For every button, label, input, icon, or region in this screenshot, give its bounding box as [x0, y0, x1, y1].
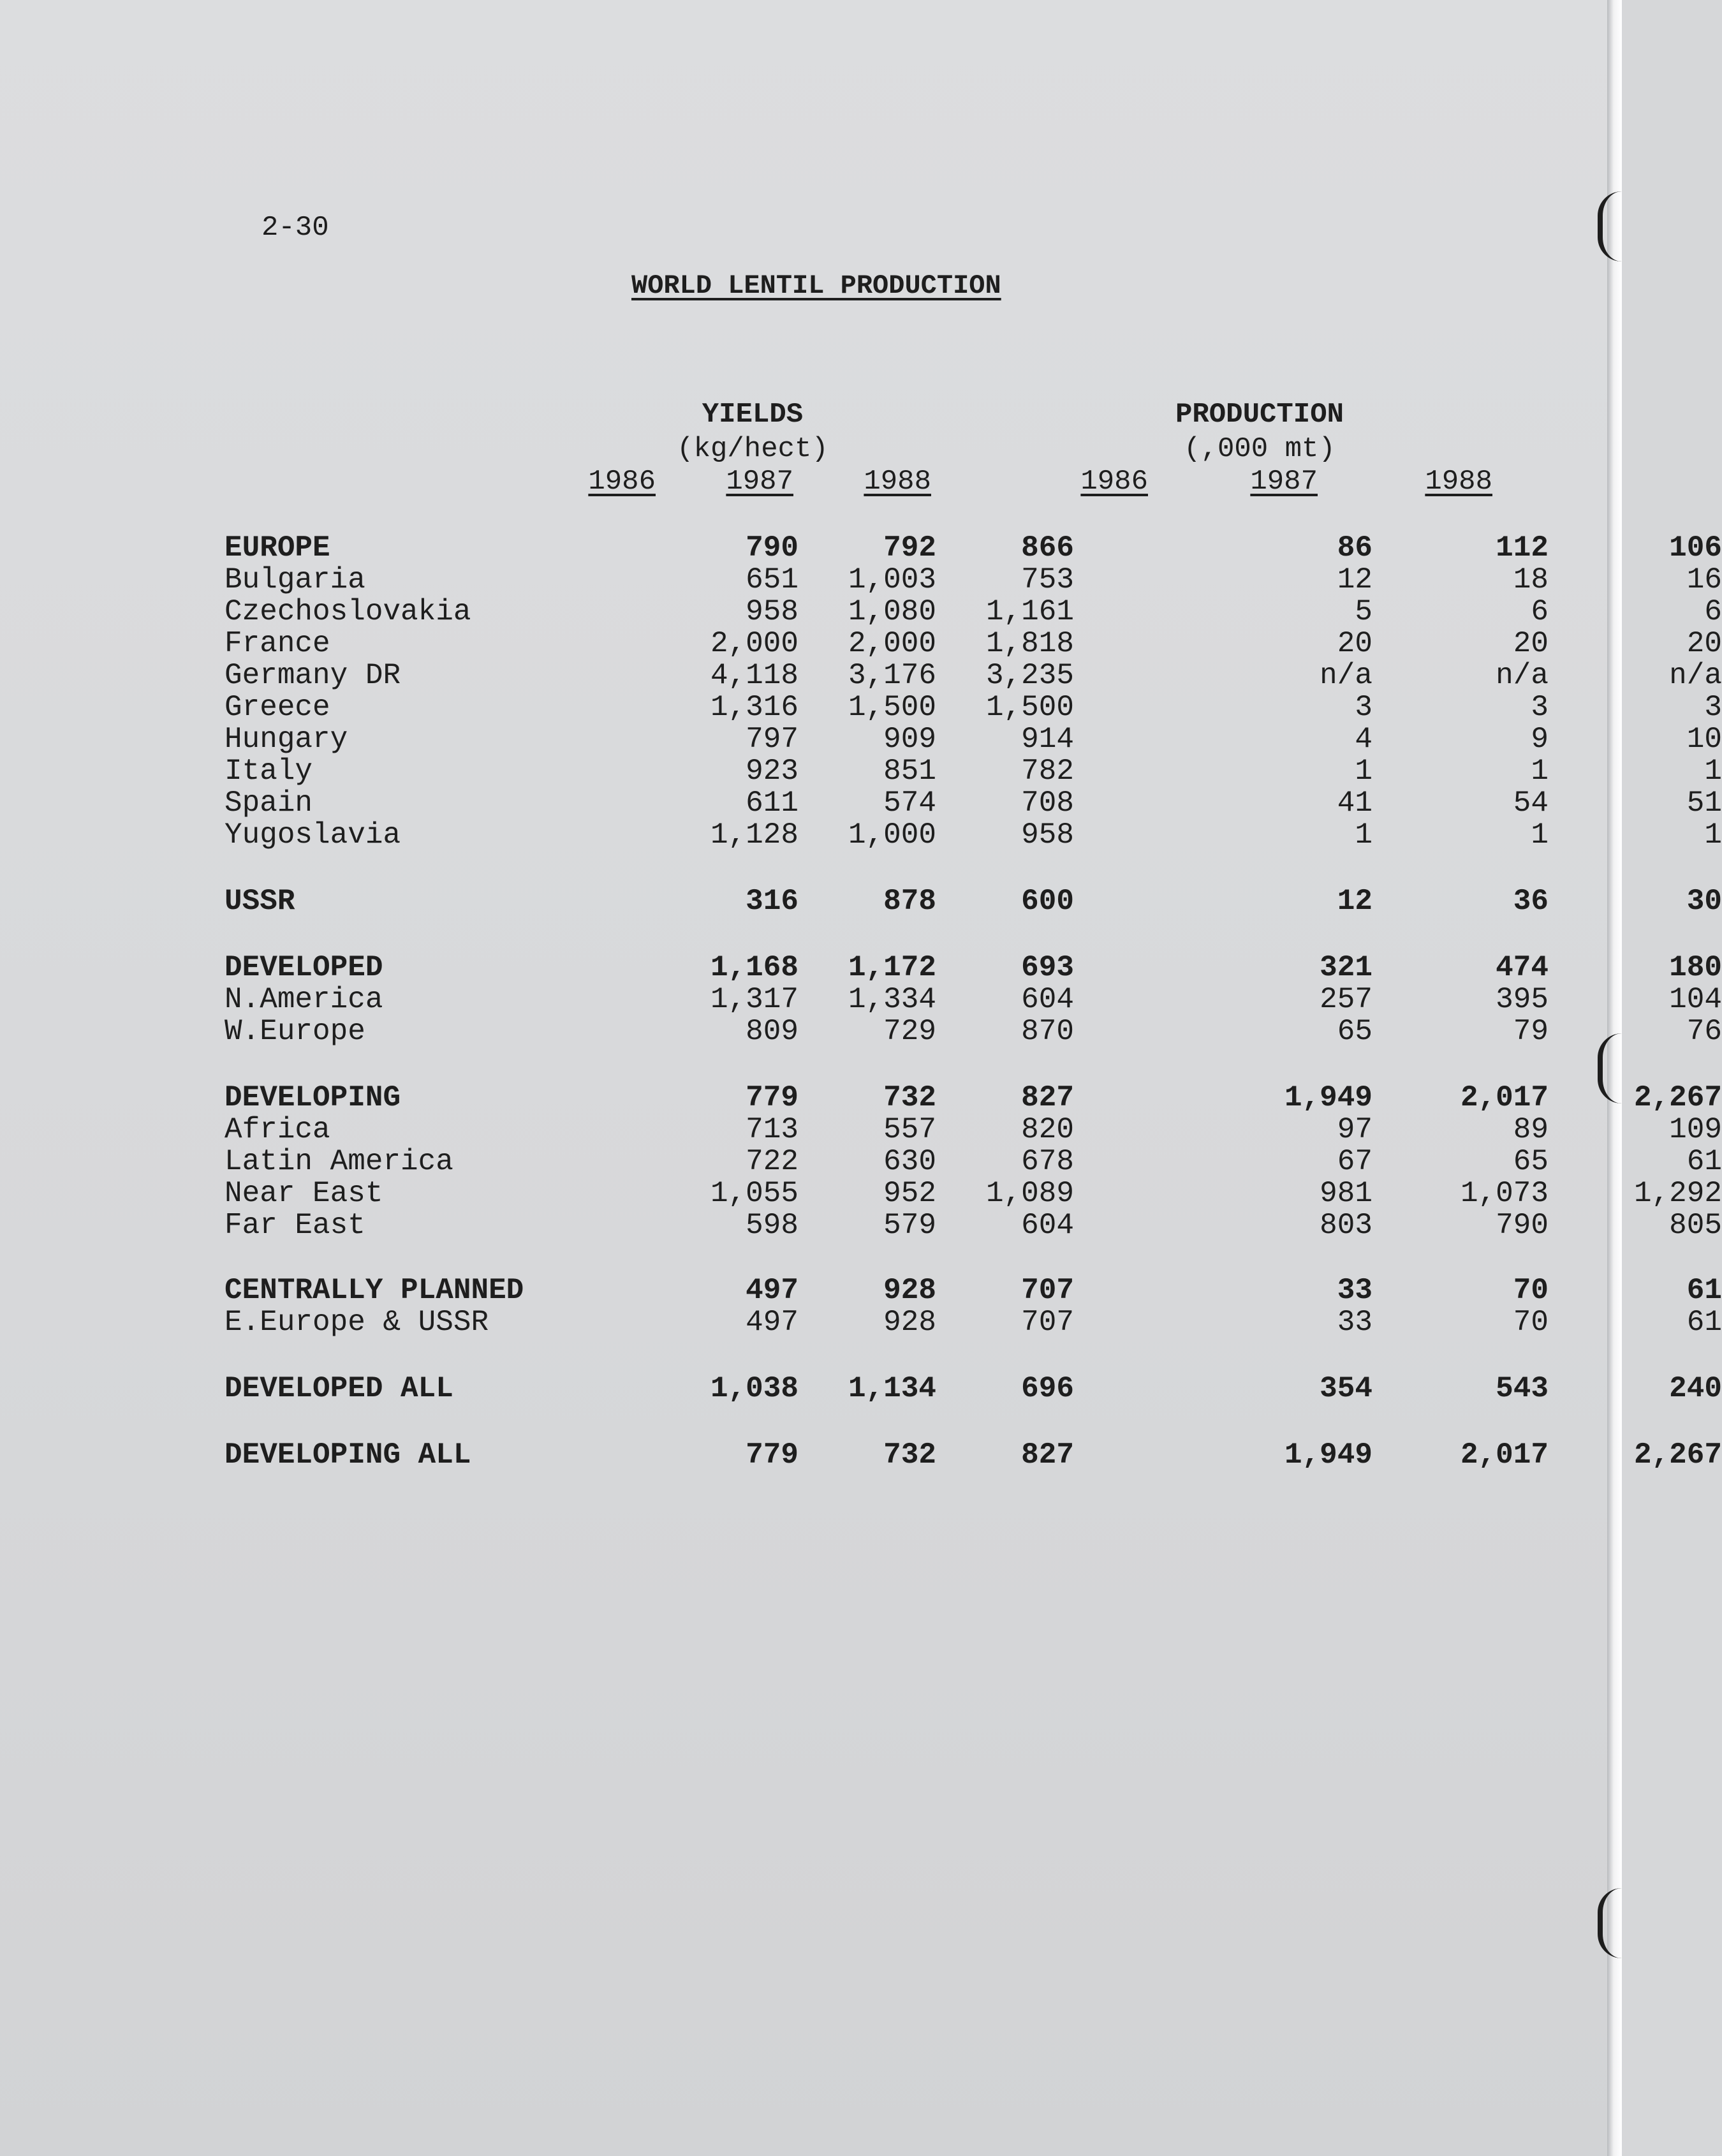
- table-row: [224, 885, 1722, 918]
- row-value: 20: [1337, 627, 1372, 660]
- row-value: 1,134: [848, 1372, 936, 1405]
- row-value: 611: [746, 786, 798, 820]
- row-value: 1,128: [710, 818, 798, 852]
- row-label: Hungary: [224, 723, 348, 756]
- row-value: 20: [1513, 627, 1549, 660]
- row-value: 33: [1337, 1306, 1372, 1339]
- row-value: 97: [1337, 1113, 1372, 1146]
- row-value: 316: [746, 885, 798, 918]
- row-value: 5: [1355, 595, 1372, 628]
- row-label: DEVELOPED: [224, 951, 383, 984]
- row-value: 65: [1337, 1015, 1372, 1048]
- row-value: n/a: [1320, 659, 1372, 692]
- row-label: Bulgaria: [224, 563, 365, 596]
- yields-header: [561, 399, 944, 465]
- row-value: 3,176: [848, 659, 936, 692]
- row-value: 9: [1531, 723, 1549, 756]
- row-value: 6: [1531, 595, 1549, 628]
- production-title: PRODUCTION: [1175, 399, 1344, 431]
- row-value: 543: [1496, 1372, 1549, 1405]
- yields-unit: (kg/hect): [677, 433, 828, 465]
- row-value: 878: [883, 885, 936, 918]
- row-value: 36: [1513, 885, 1549, 918]
- year-header-production-1988: 1988: [1425, 466, 1492, 498]
- row-value: 1,161: [985, 595, 1074, 628]
- table-row: [224, 1306, 1722, 1339]
- row-value: 1,949: [1284, 1081, 1372, 1114]
- row-value: 557: [883, 1113, 936, 1146]
- table-row: [224, 1177, 1722, 1210]
- table-row: [224, 531, 1722, 565]
- row-value: 240: [1669, 1372, 1722, 1405]
- row-label: USSR: [224, 885, 295, 918]
- row-value: 257: [1320, 983, 1372, 1016]
- row-value: 2,017: [1460, 1438, 1549, 1472]
- row-label: EUROPE: [224, 531, 330, 565]
- row-value: 2,000: [848, 627, 936, 660]
- row-value: 70: [1513, 1274, 1549, 1307]
- row-value: 354: [1320, 1372, 1372, 1405]
- table-row: [224, 983, 1722, 1016]
- row-value: 827: [1021, 1438, 1074, 1472]
- table-row: [224, 1081, 1722, 1114]
- row-value: 630: [883, 1145, 936, 1178]
- page-title: WORLD LENTIL PRODUCTION: [631, 270, 1001, 301]
- row-value: 76: [1686, 1015, 1722, 1048]
- row-value: 598: [746, 1209, 798, 1242]
- row-label: Africa: [224, 1113, 330, 1146]
- row-value: 1,818: [985, 627, 1074, 660]
- row-value: 10: [1686, 723, 1722, 756]
- year-header-yields-1987: 1987: [726, 466, 793, 498]
- row-label: DEVELOPED ALL: [224, 1372, 453, 1405]
- row-value: 1,168: [710, 951, 798, 984]
- row-value: 707: [1021, 1306, 1074, 1339]
- row-value: 54: [1513, 786, 1549, 820]
- table-row: [224, 723, 1722, 756]
- table-row: [224, 951, 1722, 984]
- binder-ring-top: [1598, 191, 1622, 262]
- row-value: 61: [1686, 1306, 1722, 1339]
- row-label: Far East: [224, 1209, 365, 1242]
- table-row: [224, 786, 1722, 820]
- page-number: 2-30: [261, 212, 329, 244]
- row-value: 497: [746, 1306, 798, 1339]
- row-value: 1: [1355, 755, 1372, 788]
- row-label: E.Europe & USSR: [224, 1306, 489, 1339]
- row-value: 65: [1513, 1145, 1549, 1178]
- row-value: 2,000: [710, 627, 798, 660]
- row-value: 1,949: [1284, 1438, 1372, 1472]
- row-value: 1: [1531, 818, 1549, 852]
- row-value: 12: [1337, 563, 1372, 596]
- table-row: [224, 1145, 1722, 1178]
- row-value: 1,292: [1633, 1177, 1722, 1210]
- row-value: 851: [883, 755, 936, 788]
- row-value: 6: [1704, 595, 1722, 628]
- row-value: 497: [746, 1274, 798, 1307]
- row-label: DEVELOPING: [224, 1081, 401, 1114]
- production-header: [1068, 399, 1451, 465]
- row-value: 820: [1021, 1113, 1074, 1146]
- row-value: 958: [746, 595, 798, 628]
- row-label: Yugoslavia: [224, 818, 401, 852]
- row-value: 809: [746, 1015, 798, 1048]
- row-value: 1: [1531, 755, 1549, 788]
- row-value: 803: [1320, 1209, 1372, 1242]
- row-value: 870: [1021, 1015, 1074, 1048]
- row-value: 792: [883, 531, 936, 565]
- row-value: 1,038: [710, 1372, 798, 1405]
- row-value: 732: [883, 1438, 936, 1472]
- binder-ring-bottom: [1598, 1888, 1622, 1958]
- row-value: 729: [883, 1015, 936, 1048]
- row-value: 109: [1669, 1113, 1722, 1146]
- row-value: n/a: [1496, 659, 1549, 692]
- row-value: 1,080: [848, 595, 936, 628]
- table-row: [224, 1113, 1722, 1146]
- row-value: 33: [1337, 1274, 1372, 1307]
- row-value: 1,316: [710, 691, 798, 724]
- year-header-yields-1986: 1986: [588, 466, 656, 498]
- row-value: 1,089: [985, 1177, 1074, 1210]
- row-value: n/a: [1669, 659, 1722, 692]
- table-row: [224, 755, 1722, 788]
- row-value: 797: [746, 723, 798, 756]
- row-value: 474: [1496, 951, 1549, 984]
- row-value: 708: [1021, 786, 1074, 820]
- row-value: 782: [1021, 755, 1074, 788]
- row-value: 18: [1513, 563, 1549, 596]
- row-value: 928: [883, 1306, 936, 1339]
- row-value: 696: [1021, 1372, 1074, 1405]
- table-row: [224, 1015, 1722, 1048]
- row-value: 106: [1669, 531, 1722, 565]
- row-value: 2,017: [1460, 1081, 1549, 1114]
- row-value: 732: [883, 1081, 936, 1114]
- row-value: 1,500: [985, 691, 1074, 724]
- row-value: 909: [883, 723, 936, 756]
- table-row: [224, 627, 1722, 660]
- row-value: 693: [1021, 951, 1074, 984]
- row-label: Czechoslovakia: [224, 595, 471, 628]
- row-value: 4,118: [710, 659, 798, 692]
- row-value: 1,334: [848, 983, 936, 1016]
- row-value: 923: [746, 755, 798, 788]
- row-value: 3: [1355, 691, 1372, 724]
- row-value: 1,073: [1460, 1177, 1549, 1210]
- row-label: W.Europe: [224, 1015, 365, 1048]
- row-value: 779: [746, 1438, 798, 1472]
- row-value: 180: [1669, 951, 1722, 984]
- row-value: 1,317: [710, 983, 798, 1016]
- row-value: 3: [1531, 691, 1549, 724]
- row-value: 928: [883, 1274, 936, 1307]
- row-value: 20: [1686, 627, 1722, 660]
- row-value: 678: [1021, 1145, 1074, 1178]
- row-label: Germany DR: [224, 659, 401, 692]
- row-label: Latin America: [224, 1145, 453, 1178]
- row-value: 67: [1337, 1145, 1372, 1178]
- row-value: 805: [1669, 1209, 1722, 1242]
- row-value: 952: [883, 1177, 936, 1210]
- production-unit: (,000 mt): [1184, 433, 1336, 465]
- row-value: 600: [1021, 885, 1074, 918]
- row-value: 604: [1021, 1209, 1074, 1242]
- table-row: [224, 659, 1722, 692]
- row-value: 112: [1496, 531, 1549, 565]
- row-label: N.America: [224, 983, 383, 1016]
- row-label: DEVELOPING ALL: [224, 1438, 471, 1472]
- row-value: 321: [1320, 951, 1372, 984]
- table-row: [224, 1209, 1722, 1242]
- row-value: 70: [1513, 1306, 1549, 1339]
- row-value: 914: [1021, 723, 1074, 756]
- table-row: [224, 563, 1722, 596]
- row-value: 981: [1320, 1177, 1372, 1210]
- table-row: [224, 1438, 1722, 1472]
- table-row: [224, 595, 1722, 628]
- table-row: [224, 1372, 1722, 1405]
- row-value: 574: [883, 786, 936, 820]
- row-value: 30: [1686, 885, 1722, 918]
- row-value: 1,500: [848, 691, 936, 724]
- yields-title: YIELDS: [702, 399, 804, 431]
- row-value: 579: [883, 1209, 936, 1242]
- row-value: 104: [1669, 983, 1722, 1016]
- table-row: [224, 1274, 1722, 1307]
- row-label: Spain: [224, 786, 313, 820]
- row-value: 2,267: [1633, 1081, 1722, 1114]
- row-value: 958: [1021, 818, 1074, 852]
- row-value: 3,235: [985, 659, 1074, 692]
- row-label: CENTRALLY PLANNED: [224, 1274, 524, 1307]
- row-label: Italy: [224, 755, 313, 788]
- row-value: 651: [746, 563, 798, 596]
- row-value: 1,055: [710, 1177, 798, 1210]
- row-value: 3: [1704, 691, 1722, 724]
- row-value: 1: [1704, 755, 1722, 788]
- row-value: 1,172: [848, 951, 936, 984]
- row-label: Greece: [224, 691, 330, 724]
- row-value: 753: [1021, 563, 1074, 596]
- row-value: 79: [1513, 1015, 1549, 1048]
- row-value: 61: [1686, 1145, 1722, 1178]
- row-value: 4: [1355, 723, 1372, 756]
- row-value: 395: [1496, 983, 1549, 1016]
- row-value: 16: [1686, 563, 1722, 596]
- row-value: 12: [1337, 885, 1372, 918]
- year-header-yields-1988: 1988: [864, 466, 931, 498]
- table-row: [224, 691, 1722, 724]
- row-value: 707: [1021, 1274, 1074, 1307]
- row-value: 866: [1021, 531, 1074, 565]
- row-label: France: [224, 627, 330, 660]
- row-value: 779: [746, 1081, 798, 1114]
- row-value: 604: [1021, 983, 1074, 1016]
- table-row: [224, 818, 1722, 852]
- row-value: 1: [1704, 818, 1722, 852]
- row-value: 89: [1513, 1113, 1549, 1146]
- row-value: 61: [1686, 1274, 1722, 1307]
- year-header-production-1987: 1987: [1250, 466, 1318, 498]
- row-value: 1,000: [848, 818, 936, 852]
- row-value: 790: [1496, 1209, 1549, 1242]
- row-value: 827: [1021, 1081, 1074, 1114]
- row-value: 1: [1355, 818, 1372, 852]
- row-label: Near East: [224, 1177, 383, 1210]
- row-value: 51: [1686, 786, 1722, 820]
- year-header-production-1986: 1986: [1080, 466, 1148, 498]
- row-value: 790: [746, 531, 798, 565]
- row-value: 2,267: [1633, 1438, 1722, 1472]
- row-value: 86: [1337, 531, 1372, 565]
- row-value: 1,003: [848, 563, 936, 596]
- row-value: 41: [1337, 786, 1372, 820]
- row-value: 713: [746, 1113, 798, 1146]
- row-value: 722: [746, 1145, 798, 1178]
